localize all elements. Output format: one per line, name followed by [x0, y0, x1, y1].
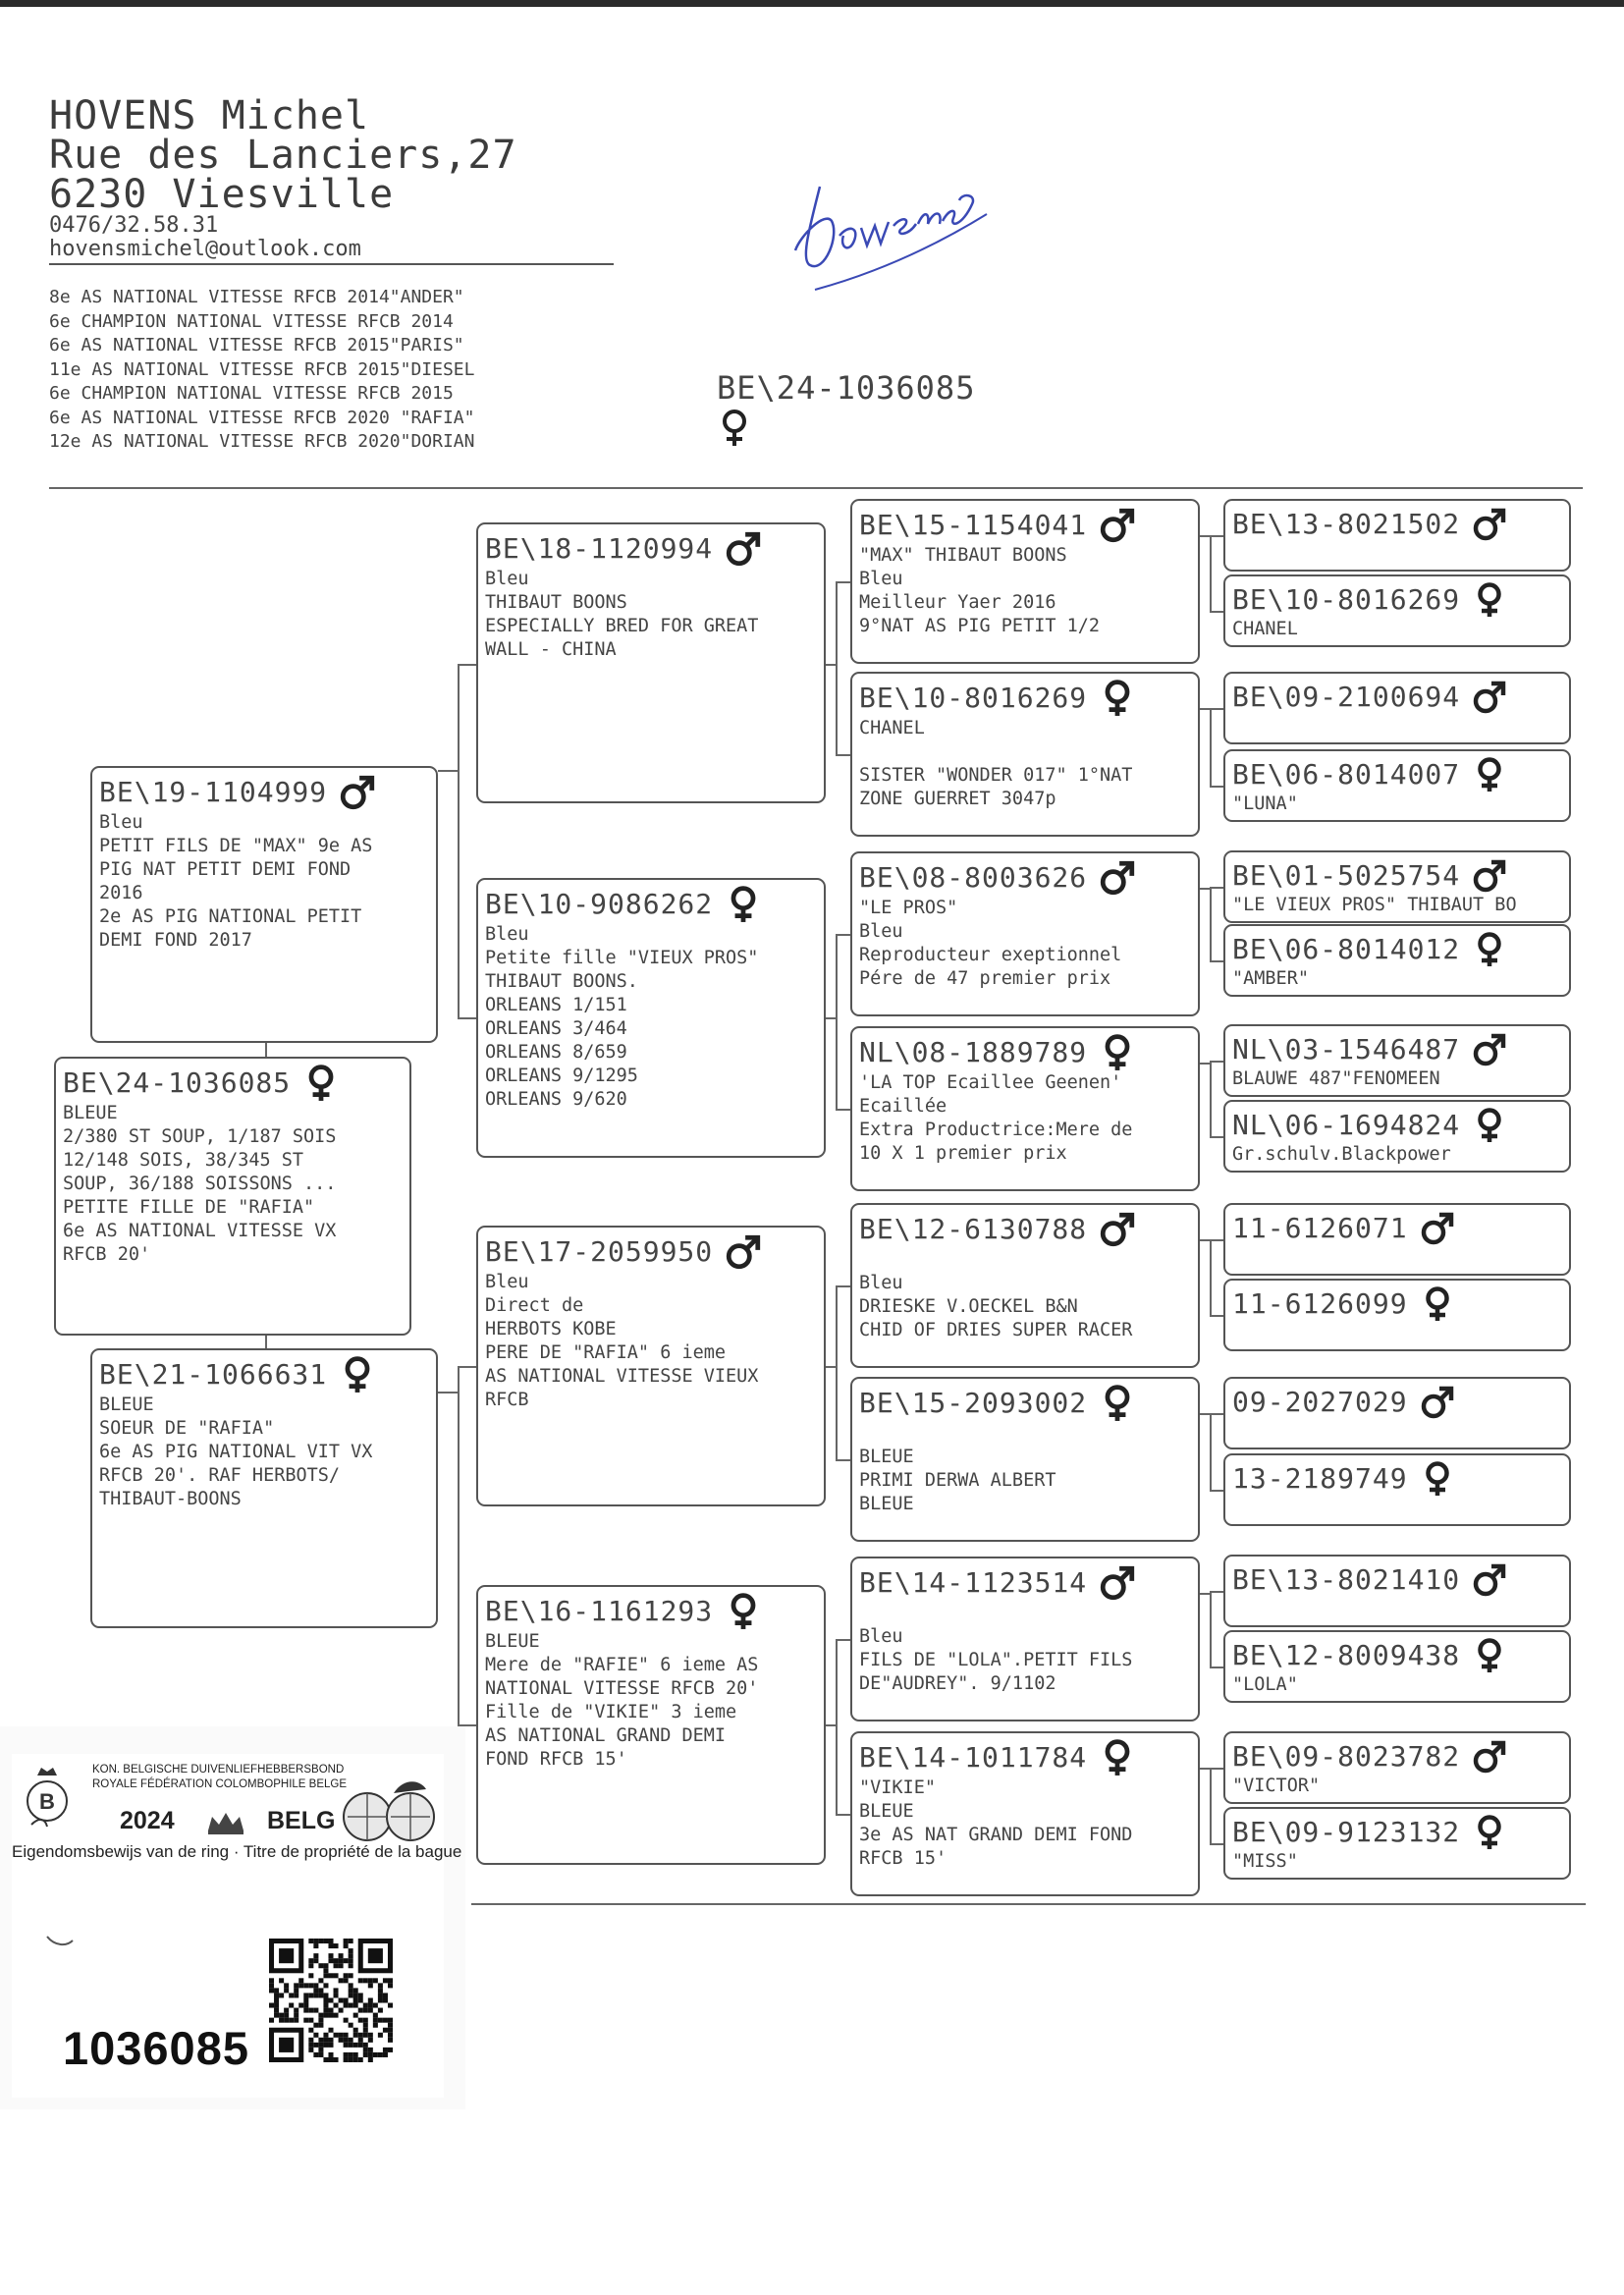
connector-line	[1210, 1768, 1223, 1770]
ring-card-title: Eigendomsbewijs van de ring · Titre de propriété de la bague	[12, 1842, 462, 1861]
connector-line	[1210, 1490, 1223, 1492]
pedigree-box-header	[1232, 1815, 1562, 1850]
male-symbol-icon	[1472, 1562, 1507, 1598]
connector-line	[1200, 888, 1210, 890]
achievement-item: 6e CHAMPION NATIONAL VITESSE RFCB 2014	[49, 310, 454, 332]
ring-number: BE\10-8016269	[1232, 583, 1461, 616]
pedigree-box-header	[859, 859, 1191, 897]
connector-line	[1210, 1591, 1212, 1667]
pedigree-box-header	[1232, 932, 1562, 967]
female-symbol-icon	[339, 1356, 376, 1393]
bird-description: BLAUWE 487"FENOMEEN	[1232, 1068, 1440, 1089]
pedigree-box-sire	[90, 766, 438, 1043]
pedigree-box-header	[859, 1385, 1191, 1422]
pedigree-box-header	[859, 1211, 1191, 1248]
connector-line	[836, 1639, 838, 1814]
owner-email: hovensmichel@outlook.com	[49, 237, 361, 261]
female-symbol-icon	[1472, 582, 1507, 618]
pedigree-box-header	[99, 1356, 429, 1393]
female-symbol-icon	[1472, 932, 1507, 967]
female-symbol-icon	[1420, 1461, 1455, 1497]
connector-line	[1210, 1667, 1223, 1668]
pedigree-box-ssss	[1223, 499, 1571, 572]
male-symbol-icon	[1099, 1211, 1136, 1248]
bottom-divider	[471, 1903, 1586, 1905]
ring-card-org-fr: ROYALE FÉDÉRATION COLOMBOPHILE BELGE	[92, 1778, 348, 1790]
ring-number: BE\01-5025754	[1232, 859, 1461, 892]
pedigree-box-subject	[54, 1057, 411, 1336]
ring-number: NL\08-1889789	[859, 1036, 1088, 1068]
bird-description: "LE PROS" Bleu Reproducteur exeptionnel Pére de 47 premier prix	[859, 898, 1122, 989]
female-symbol-icon	[725, 1593, 762, 1630]
ring-ownership-card	[0, 1726, 465, 2109]
connector-line	[458, 1366, 460, 1724]
achievement-item: 6e CHAMPION NATIONAL VITESSE RFCB 2015	[49, 383, 454, 404]
connector-line	[836, 1814, 850, 1816]
pedigree-box-header	[859, 507, 1191, 544]
bird-description: Bleu FILS DE "LOLA".PETIT FILS DE"AUDREY". 9/1102	[859, 1626, 1133, 1694]
ring-card-panel	[12, 1754, 462, 2098]
pedigree-box-header	[859, 1739, 1191, 1776]
female-symbol-icon	[302, 1065, 340, 1102]
male-symbol-icon	[725, 530, 762, 568]
female-symbol-icon	[1472, 757, 1507, 792]
ring-number: BE\08-8003626	[859, 861, 1088, 894]
connector-line	[1210, 708, 1223, 710]
connector-line	[1210, 1315, 1223, 1317]
connector-line	[1210, 1843, 1223, 1845]
female-symbol-icon	[1420, 1286, 1455, 1322]
hole-mark-icon	[45, 1933, 75, 1948]
pedigree-box-header	[1232, 507, 1562, 542]
bird-description: Bleu Petite fille "VIEUX PROS" THIBAUT BOONS. ORLEANS 1/151 ORLEANS 3/464 ORLEANS 8/659 ORLEANS 9/1295 ORLEANS 9/620	[485, 924, 759, 1110]
connector-line	[1200, 1413, 1210, 1415]
pedigree-box-ddss	[1223, 1555, 1571, 1627]
pedigree-box-sssd	[1223, 574, 1571, 647]
achievement-item: 8e AS NATIONAL VITESSE RFCB 2014"ANDER"	[49, 287, 464, 307]
connector-line	[836, 581, 850, 583]
qr-code-icon	[269, 1939, 393, 2062]
handwritten-signature	[781, 167, 1006, 295]
connector-line	[1210, 887, 1223, 889]
pedigree-box-dds	[850, 1557, 1200, 1721]
connector-line	[1210, 611, 1223, 613]
pedigree-box-sdss	[1223, 850, 1571, 923]
bird-description: Bleu Direct de HERBOTS KOBE PERE DE "RAFIA" 6 ieme AS NATIONAL VITESSE VIEUX RFCB	[485, 1272, 759, 1410]
connector-line	[1200, 708, 1210, 710]
connector-line	[458, 1366, 476, 1368]
bird-description: CHANEL SISTER "WONDER 017" 1°NAT ZONE GUERRET 3047p	[859, 718, 1133, 809]
bird-description: BLEUE SOEUR DE "RAFIA" 6e AS PIG NATIONAL VIT VX RFCB 20'. RAF HERBOTS/ THIBAUT-BOONS	[99, 1394, 373, 1509]
pedigree-box-ssds	[1223, 672, 1571, 744]
connector-line	[836, 934, 850, 936]
ring-number: 11-6126071	[1232, 1212, 1408, 1244]
male-symbol-icon	[1472, 858, 1507, 894]
ring-number: BE\14-1123514	[859, 1566, 1088, 1599]
pedigree-box-ddsd	[1223, 1630, 1571, 1703]
connector-line	[1200, 1593, 1210, 1595]
ring-number: BE\24-1036085	[63, 1066, 292, 1099]
pedigree-box-sdds	[1223, 1024, 1571, 1097]
female-symbol-icon	[1099, 1034, 1136, 1071]
male-symbol-icon	[1420, 1211, 1455, 1246]
connector-line	[1210, 1061, 1212, 1136]
connector-line	[1210, 1591, 1223, 1593]
connector-line	[1200, 1063, 1210, 1065]
bird-description: Bleu THIBAUT BOONS ESPECIALLY BRED FOR GREAT WALL - CHINA	[485, 569, 759, 660]
male-symbol-icon	[1099, 1564, 1136, 1602]
pedigree-box-dsds	[1223, 1377, 1571, 1449]
globe-emblem-icon	[340, 1776, 438, 1844]
bird-description: Bleu DRIESKE V.OECKEL B&N CHID OF DRIES SUPER RACER	[859, 1273, 1133, 1340]
ring-number: BE\15-1154041	[859, 509, 1088, 541]
female-symbol-icon	[1472, 1108, 1507, 1143]
ring-card-number: 1036085	[63, 2022, 249, 2074]
ring-number: 09-2027029	[1232, 1386, 1408, 1418]
female-symbol-icon	[1472, 1638, 1507, 1673]
pedigree-box-dd	[476, 1585, 826, 1865]
pedigree-box-header	[1232, 1211, 1562, 1246]
owner-phone: 0476/32.58.31	[49, 213, 219, 238]
ring-number: BE\09-2100694	[1232, 681, 1461, 713]
pedigree-box-header	[485, 530, 817, 568]
pedigree-box-sss	[850, 499, 1200, 664]
ring-number: 11-6126099	[1232, 1287, 1408, 1320]
male-symbol-icon	[1420, 1385, 1455, 1420]
connector-line	[826, 1017, 836, 1019]
pedigree-box-ds	[476, 1226, 826, 1506]
pedigree-box-header	[1232, 1638, 1562, 1673]
pedigree-box-header	[1232, 1739, 1562, 1775]
connector-line	[458, 664, 476, 666]
pedigree-box-dssd	[1223, 1279, 1571, 1351]
ring-number: 13-2189749	[1232, 1462, 1408, 1495]
connector-line	[1200, 535, 1210, 537]
male-symbol-icon	[1472, 680, 1507, 715]
pedigree-box-header	[1232, 1562, 1562, 1598]
connector-line	[458, 664, 460, 1017]
pedigree-box-ss	[476, 522, 826, 803]
owner-divider	[49, 263, 614, 265]
connector-line	[836, 1639, 850, 1641]
ring-number: BE\17-2059950	[485, 1235, 714, 1268]
pedigree-box-dsdd	[1223, 1453, 1571, 1526]
ring-number: BE\10-8016269	[859, 682, 1088, 714]
ring-card-org-nl: KON. BELGISCHE DUIVENLIEFHEBBERSBOND	[92, 1764, 345, 1776]
ring-card-country: BELG	[267, 1807, 336, 1834]
female-symbol-icon	[725, 886, 762, 923]
crown-icon	[204, 1809, 247, 1836]
bird-description: "MISS"	[1232, 1851, 1298, 1872]
pedigree-box-header	[99, 774, 429, 811]
achievement-item: 6e AS NATIONAL VITESSE RFCB 2015"PARIS"	[49, 335, 464, 355]
connector-line	[1210, 708, 1212, 786]
top-divider	[49, 487, 1583, 489]
connector-line	[458, 1017, 476, 1019]
pedigree-box-header	[485, 1593, 817, 1630]
connector-line	[836, 1459, 850, 1461]
pedigree-box-header	[859, 1564, 1191, 1602]
achievement-item: 12e AS NATIONAL VITESSE RFCB 2020"DORIAN	[49, 431, 475, 452]
male-symbol-icon	[1472, 507, 1507, 542]
pedigree-box-header	[1232, 1461, 1562, 1497]
bird-description: "LE VIEUX PROS" THIBAUT BO	[1232, 895, 1517, 915]
pedigree-box-sd	[476, 878, 826, 1158]
bird-description: BLEUE PRIMI DERWA ALBERT BLEUE	[859, 1447, 1056, 1514]
connector-line	[836, 754, 850, 756]
bird-description: Bleu PETIT FILS DE "MAX" 9e AS PIG NAT PETIT DEMI FOND 2016 2e AS PIG NATIONAL PETIT DEMI FOND 2017	[99, 812, 373, 951]
connector-line	[438, 1392, 458, 1393]
connector-line	[265, 1336, 267, 1348]
pedigree-box-sddd	[1223, 1100, 1571, 1173]
ring-card-year: 2024	[120, 1807, 175, 1834]
connector-line	[836, 1285, 838, 1459]
pedigree-box-header	[485, 886, 817, 923]
pedigree-box-ddds	[1223, 1731, 1571, 1804]
bird-description: "VIKIE" BLEUE 3e AS NAT GRAND DEMI FOND RFCB 15'	[859, 1777, 1133, 1869]
male-symbol-icon	[339, 774, 376, 811]
male-symbol-icon	[1099, 507, 1136, 544]
connector-line	[836, 1285, 850, 1287]
connector-line	[1210, 1413, 1212, 1490]
connector-line	[438, 770, 458, 772]
bird-description: "AMBER"	[1232, 968, 1309, 989]
owner-name: HOVENS Michel	[49, 93, 370, 138]
bird-description: "LUNA"	[1232, 793, 1298, 814]
pedigree-box-header	[1232, 680, 1562, 715]
ring-number: BE\16-1161293	[485, 1595, 714, 1627]
owner-street: Rue des Lanciers,27	[49, 133, 517, 178]
female-symbol-icon	[1472, 1815, 1507, 1850]
connector-line	[1210, 535, 1212, 611]
connector-line	[836, 934, 838, 1109]
pedigree-box-header	[1232, 858, 1562, 894]
connector-line	[1210, 1061, 1223, 1063]
connector-line	[1210, 1413, 1223, 1415]
ring-number: BE\06-8014012	[1232, 933, 1461, 965]
pedigree-box-header	[1232, 1286, 1562, 1322]
pedigree-box-ssd	[850, 672, 1200, 837]
pedigree-box-header	[1232, 1385, 1562, 1420]
pedigree-box-dss	[850, 1203, 1200, 1368]
bird-description: "LOLA"	[1232, 1674, 1298, 1695]
bird-description: "VICTOR"	[1232, 1776, 1321, 1796]
owner-block	[49, 93, 614, 265]
bird-description: Gr.schulv.Blackpower	[1232, 1144, 1451, 1165]
bird-description: BLEUE 2/380 ST SOUP, 1/187 SOIS 12/148 SOIS, 38/345 ST SOUP, 36/188 SOISSONS ... PETITE FILLE DE "RAFIA" 6e AS NATIONAL VITESSE VX RFCB 20'	[63, 1103, 337, 1265]
achievement-item: 6e AS NATIONAL VITESSE RFCB 2020 "RAFIA"	[49, 407, 475, 428]
connector-line	[1210, 1239, 1223, 1241]
connector-line	[1210, 1768, 1212, 1843]
ring-number: BE\13-8021502	[1232, 508, 1461, 540]
pedigree-box-header	[1232, 582, 1562, 618]
ring-number: BE\21-1066631	[99, 1358, 328, 1391]
male-symbol-icon	[1472, 1032, 1507, 1067]
connector-line	[1210, 1239, 1212, 1315]
female-symbol-icon	[1099, 680, 1136, 717]
male-symbol-icon	[725, 1233, 762, 1271]
ring-number: BE\13-8021410	[1232, 1563, 1461, 1596]
svg-text:B: B	[39, 1789, 55, 1814]
bird-description: "MAX" THIBAUT BOONS Bleu Meilleur Yaer 2016 9°NAT AS PIG PETIT 1/2	[859, 545, 1101, 636]
ring-number: BE\15-2093002	[859, 1387, 1088, 1419]
connector-line	[826, 664, 836, 666]
pedigree-box-header	[63, 1065, 403, 1102]
pedigree-box-header	[1232, 1032, 1562, 1067]
scan-edge	[0, 0, 1624, 7]
ring-number: NL\03-1546487	[1232, 1033, 1461, 1066]
connector-line	[1210, 1136, 1223, 1138]
male-symbol-icon	[1099, 859, 1136, 897]
ring-number: BE\19-1104999	[99, 776, 328, 808]
bird-description: BLEUE Mere de "RAFIE" 6 ieme AS NATIONAL VITESSE RFCB 20' Fille de "VIKIE" 3 ieme AS NATIONAL GRAND DEMI FOND RFCB 15'	[485, 1631, 759, 1770]
subject-ring-number: BE\24-1036085	[717, 369, 976, 407]
ring-number: BE\09-8023782	[1232, 1740, 1461, 1773]
ring-number: BE\06-8014007	[1232, 758, 1461, 791]
bird-description: 'LA TOP Ecaillee Geenen' Ecaillée Extra Productrice:Mere de 10 X 1 premier prix	[859, 1072, 1133, 1164]
pedigree-box-header	[1232, 757, 1562, 792]
pedigree-box-sdd	[850, 1026, 1200, 1191]
connector-line	[836, 1109, 850, 1111]
connector-line	[1210, 786, 1223, 788]
pedigree-box-dddd	[1223, 1807, 1571, 1880]
bird-description: CHANEL	[1232, 619, 1298, 639]
pedigree-box-sdsd	[1223, 924, 1571, 997]
female-symbol-icon	[1099, 1739, 1136, 1776]
connector-line	[836, 581, 838, 754]
connector-line	[1210, 887, 1212, 960]
pedigree-box-header	[485, 1233, 817, 1271]
ring-number: BE\18-1120994	[485, 532, 714, 565]
connector-line	[1210, 535, 1223, 537]
ring-number: BE\10-9086262	[485, 888, 714, 920]
federation-logo-icon	[18, 1762, 77, 1834]
female-symbol-icon	[717, 409, 752, 448]
pedigree-box-ddd	[850, 1731, 1200, 1896]
pedigree-box-dsss	[1223, 1203, 1571, 1276]
ring-number: NL\06-1694824	[1232, 1109, 1461, 1141]
male-symbol-icon	[1472, 1739, 1507, 1775]
connector-line	[265, 1043, 267, 1057]
pedigree-box-dam	[90, 1348, 438, 1628]
pedigree-box-ssdd	[1223, 749, 1571, 822]
pedigree-box-header	[859, 680, 1191, 717]
connector-line	[826, 1724, 836, 1726]
ring-number: BE\12-8009438	[1232, 1639, 1461, 1671]
achievements-list	[49, 286, 474, 455]
ring-number: BE\12-6130788	[859, 1213, 1088, 1245]
pedigree-box-header	[859, 1034, 1191, 1071]
achievement-item: 11e AS NATIONAL VITESSE RFCB 2015"DIESEL	[49, 358, 475, 380]
connector-line	[1210, 960, 1223, 962]
female-symbol-icon	[1099, 1385, 1136, 1422]
ring-number: BE\09-9123132	[1232, 1816, 1461, 1848]
pedigree-box-dsd	[850, 1377, 1200, 1542]
pedigree-box-header	[1232, 1108, 1562, 1143]
connector-line	[826, 1366, 836, 1368]
connector-line	[1200, 1768, 1210, 1770]
ring-number: BE\14-1011784	[859, 1741, 1088, 1774]
owner-city: 6230 Viesville	[49, 172, 395, 217]
pedigree-box-sds	[850, 851, 1200, 1016]
connector-line	[1200, 1239, 1210, 1241]
